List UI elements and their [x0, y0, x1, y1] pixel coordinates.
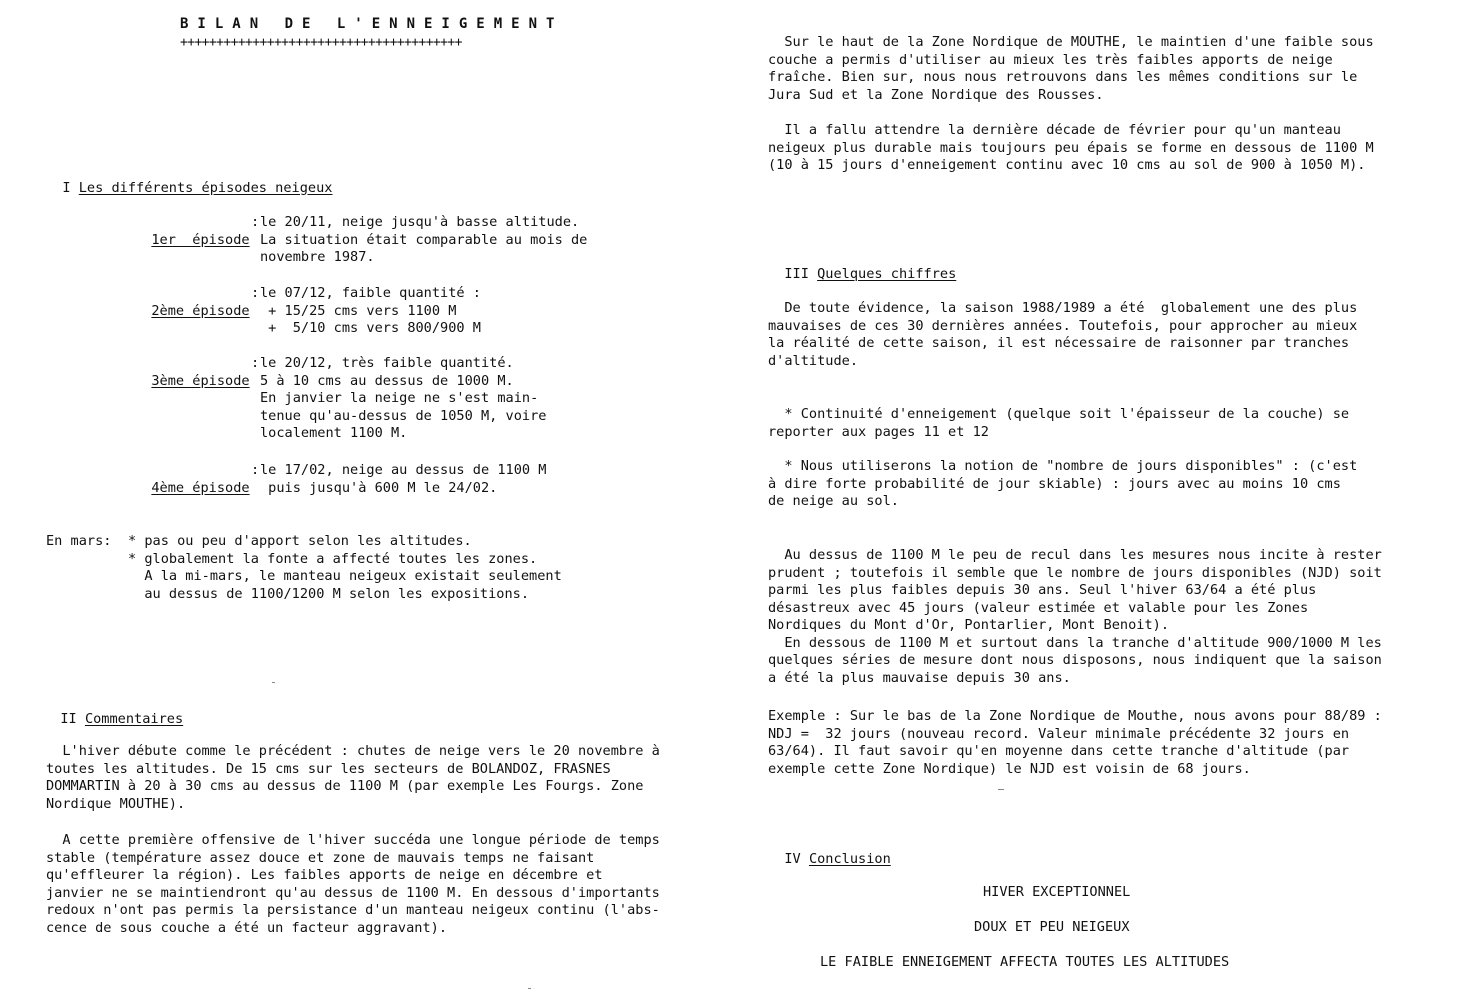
chiffres-paragraph-1: De toute évidence, la saison 1988/1989 a été globalement une des plus mauvaises de ces 30 dernières années. Toutefois, pour approcher au mieux la réalité de cette saison, il est nécessaire de raisonner par tranches d'altitude.: [768, 300, 1358, 369]
section-4-heading: [768, 833, 891, 868]
section-4-number: IV: [784, 850, 801, 867]
episode-2-label: 2ème épisode: [151, 302, 250, 319]
commentaires-paragraph-2: A cette première offensive de l'hiver succéda une longue période de temps stable (température assez douce et zone de mauvais temps ne faisant qu'effleurer la région). Les faibles apports de neige en décembre et janvier ne se maintiendront qu'au dessus de 1100 M. En dessous d'importants redoux n'ont pas permis la persistance d'un manteau neigeux continu (l'abs- cence de sous couche a été un facteur aggravant).: [46, 832, 660, 936]
chiffres-paragraph-3: * Nous utiliserons la notion de "nombre de jours disponibles" : (c'est à dire forte probabilité de jour skiable) : jours avec au moins 10 cms de neige au sol.: [768, 458, 1358, 509]
episode-3-text: le 20/12, très faible quantité. 5 à 10 cms au dessus de 1000 M. En janvier la neige ne s'est main- tenue qu'au-dessus de 1050 M, voire localement 1100 M.: [260, 355, 547, 441]
section-4-title: Conclusion: [808, 850, 891, 867]
scan-speck: [998, 789, 1004, 790]
episode-1-text: le 20/11, neige jusqu'à basse altitude. La situation était comparable au mois de novembre 1987.: [260, 214, 588, 265]
episode-1-colon: :: [251, 214, 260, 230]
section-2-heading: [44, 693, 183, 728]
episode-3: [135, 355, 250, 390]
title-rule: +++++++++++++++++++++++++++++++++++++++: [180, 35, 462, 50]
section-1-title: Les différents épisodes neigeux: [78, 179, 333, 196]
episode-4-text: le 17/02, neige au dessus de 1100 M puis jusqu'à 600 M le 24/02.: [260, 462, 547, 496]
section-1-number: I: [62, 179, 71, 196]
chiffres-paragraph-2: * Continuité d'enneigement (quelque soit l'épaisseur de la couche) se reporter aux pages 11 et 12: [768, 406, 1350, 440]
episode-1-label: 1er épisode: [151, 231, 250, 248]
episode-2: [135, 285, 250, 320]
episode-4: [135, 462, 250, 497]
chiffres-paragraph-4: Au dessus de 1100 M le peu de recul dans les mesures nous incite à rester prudent ; toutefois il semble que le nombre de jours disponibles (NJD) soit parmi les plus faibles depuis 30 ans. Seul l'hiver 63/64 a été plus désastreux avec 45 jours (valeur estimée et valable pour les Zones Nordiques du Mont d'Or, Pontarlier, Mont Benoit). En dessous de 1100 M et surtout dans la tranche d'altitude 900/1000 M les quelques séries de mesure dont nous disposons, nous indiquent que la saison a été la plus mauvaise depuis 30 ans.: [768, 547, 1382, 686]
right-paragraph-1: Sur le haut de la Zone Nordique de MOUTHE, le maintien d'une faible sous couche a permis d'utiliser au mieux les très faibles apports de neige fraîche. Bien sur, nous nous retrouvons dans les mêmes conditions sur le Jura Sud et la Zone Nordique des Rousses.: [768, 34, 1374, 103]
section-1-heading: [46, 162, 332, 197]
chiffres-paragraph-5: Exemple : Sur le bas de la Zone Nordique de Mouthe, nous avons pour 88/89 : NDJ = 32 jours (nouveau record. Valeur minimale précédente 32 jours en 63/64). Il faut savoir qu'en moyenne dans cette tranche d'altitude (par exemple cette Zone Nordique) le NJD est voisin de 68 jours.: [768, 708, 1382, 777]
commentaires-paragraph-1: L'hiver débute comme le précédent : chutes de neige vers le 20 novembre à toutes les altitudes. De 15 cms sur les secteurs de BOLANDOZ, FRASNES DOMMARTIN à 20 à 30 cms au dessus de 1100 M (par exemple Les Fourgs. Zone Nordique MOUTHE).: [46, 743, 660, 812]
mars-text: * pas ou peu d'apport selon les altitudes. * globalement la fonte a affecté toutes les zones. A la mi-mars, le manteau neigeux existait seulement au dessus de 1100/1200 M selon les expositions.: [128, 533, 562, 602]
episode-4-colon: :: [251, 462, 260, 478]
scan-speck: [272, 682, 275, 683]
conclusion-line-1: HIVER EXCEPTIONNEL: [983, 884, 1131, 900]
scan-speck: [528, 988, 531, 989]
section-2-number: II: [60, 710, 77, 727]
mars-label: En mars:: [46, 533, 112, 549]
section-3-number: III: [784, 265, 809, 282]
section-2-title: Commentaires: [84, 710, 184, 727]
right-paragraph-2: Il a fallu attendre la dernière décade de février pour qu'un manteau neigeux plus durable mais toujours peu épais se forme en dessous de 1100 M (10 à 15 jours d'enneigement continu avec 10 cms au sol de 900 à 1050 M).: [768, 122, 1374, 173]
document-title: BILAN DE L'ENNEIGEMENT: [180, 16, 564, 32]
episode-1: [135, 214, 250, 249]
conclusion-line-3: LE FAIBLE ENNEIGEMENT AFFECTA TOUTES LES ALTITUDES: [820, 954, 1230, 970]
section-3-title: Quelques chiffres: [817, 265, 957, 282]
episode-3-colon: :: [251, 355, 260, 371]
conclusion-line-2: DOUX ET PEU NEIGEUX: [974, 919, 1130, 935]
episode-2-colon: :: [251, 285, 260, 301]
episode-3-label: 3ème épisode: [151, 372, 250, 389]
episode-2-text: le 07/12, faible quantité : + 15/25 cms vers 1100 M + 5/10 cms vers 800/900 M: [260, 285, 481, 336]
episode-4-label: 4ème épisode: [151, 479, 250, 496]
section-3-heading: [768, 248, 956, 283]
